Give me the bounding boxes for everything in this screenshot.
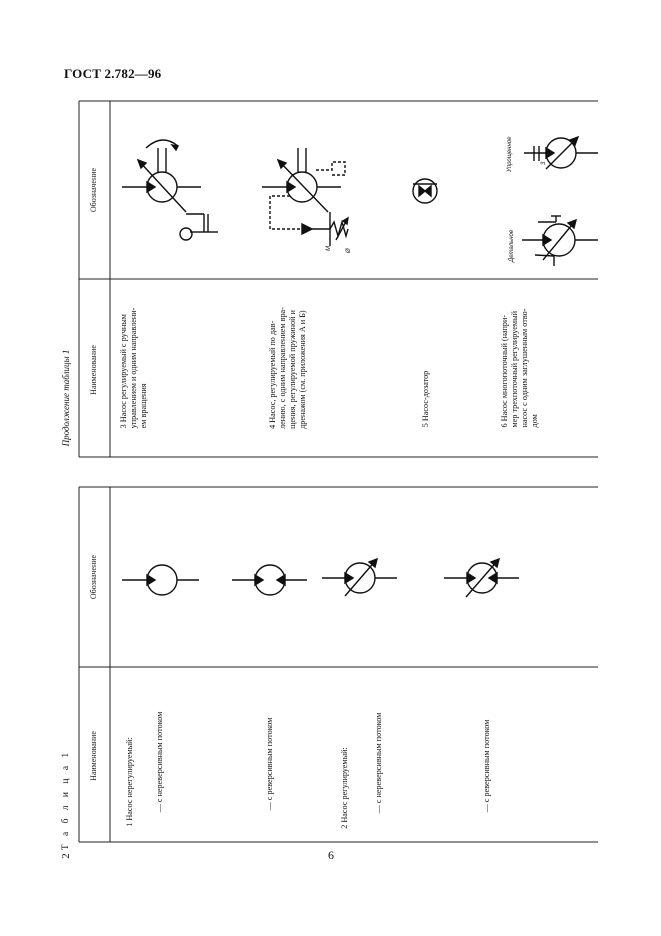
- row6-line2: мер трехпоточный регулируемый: [510, 311, 519, 428]
- pump-pressure-control-symbol: [262, 148, 348, 246]
- table1-cont-header-name: Наименование: [89, 345, 98, 395]
- table1-cont-row-5: 5 Насос-дозатор: [421, 370, 430, 428]
- row4-line2: лению, с одним направлением вра-: [278, 307, 287, 429]
- row6-line3: насос с одним заглушенным отво-: [520, 308, 529, 428]
- pump-multiflow-detailed-symbol: [522, 216, 598, 266]
- table1-row-2: 2 Насос регулируемый:: [340, 747, 349, 829]
- row3-line1: 3 Насос регулируемый с ручным: [119, 314, 128, 429]
- row6-line4: дом: [530, 414, 539, 428]
- row6-line1: 6 Насос многопоточный (напри-: [500, 314, 509, 428]
- table1-row-2-nonrev: — с нереверсивным потоком: [374, 712, 383, 814]
- pump-variable-nonrev-symbol: [322, 559, 397, 596]
- row3-line2: управлением и одним направлени-: [129, 307, 138, 429]
- simplified-label: Упрощенное: [507, 136, 513, 172]
- table1-header-symbol: Обозначение: [89, 554, 98, 600]
- m-label: M: [326, 246, 332, 251]
- pump-dosing-symbol: [413, 179, 437, 203]
- row3-line3: ем вращения: [139, 383, 148, 429]
- three-label: 3: [541, 161, 547, 165]
- row4-line1: 4 Насос, регулируемый по дав-: [268, 320, 277, 429]
- pump-variable-rev-symbol: [444, 559, 519, 597]
- pump-multiflow-simplified-symbol: [524, 137, 598, 169]
- phi-label: Ø: [346, 248, 352, 253]
- table1-row-2-rev: — с реверсивным потоком: [482, 719, 491, 813]
- pump-fixed-rev-symbol: [232, 565, 307, 595]
- row4-line4: дренажом (см. приложения А и Б): [298, 310, 307, 429]
- pump-manual-control-symbol: [122, 140, 218, 240]
- table1-header-name: Наименование: [89, 731, 98, 781]
- table1-row-1-rev: — с реверсивным потоком: [265, 717, 274, 811]
- detailed-label: Детальное: [509, 229, 515, 262]
- pump-fixed-nonrev-symbol: [122, 565, 199, 595]
- table1-cont-header-symbol: Обозначение: [89, 167, 98, 213]
- table1-row-1: 1 Насос нерегулируемый:: [125, 737, 134, 827]
- row4-line3: щения, регулируемой пружиной и: [288, 310, 297, 429]
- standard-header: ГОСТ 2.782—96: [64, 66, 162, 81]
- table1-caption: Т а б л и ц а 1: [61, 749, 71, 851]
- table1-row-1-nonrev: — с нереверсивным потоком: [155, 711, 164, 813]
- margin-page-number: 2: [60, 853, 72, 859]
- page-number: 6: [328, 848, 334, 862]
- table1-cont-caption: Продолжение таблицы 1: [61, 349, 71, 447]
